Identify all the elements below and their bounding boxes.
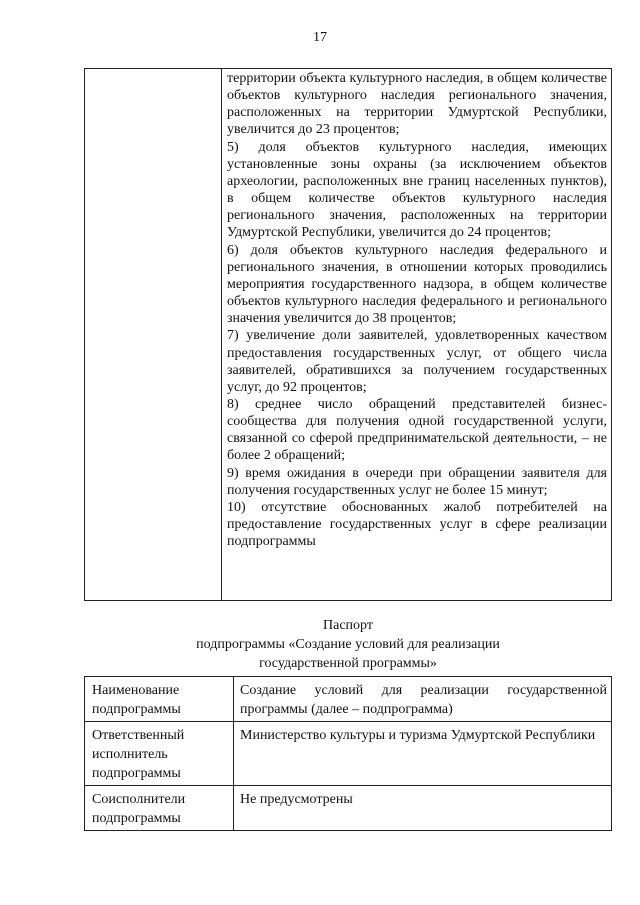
indicators-table [84, 68, 612, 601]
indicators-value-cell [222, 69, 612, 601]
indicators-label-cell [85, 69, 222, 601]
row-value: Не предусмотрены [234, 786, 612, 831]
row-value: Создание условий для реализации государственной программы (далее – подпрограмма) [234, 677, 612, 722]
table-row [85, 677, 612, 722]
table-row [85, 69, 612, 601]
passport-title: Паспорт [323, 618, 373, 633]
page-number: 17 [313, 30, 327, 45]
indicator-paragraph: 10) отсутствие обоснованных жалоб потребителей на предоставление государственных услуг в сфере реализации подпрограммы [227, 499, 607, 550]
indicator-paragraph: территории объекта культурного наследия, в общем количестве объектов культурного наследия регионального значения, расположенных на территории Удмуртской Республики, увеличится до 23 процентов; [227, 71, 607, 138]
indicator-paragraph: 8) среднее число обращений представителей бизнес-сообщества для получения одной государственной услуги, связанной со сферой предпринимательской деятельности, – не более 2 обращений; [227, 396, 607, 464]
indicator-paragraph: 5) доля объектов культурного наследия, имеющих установленные зоны охраны (за исключением объектов археологии, расположенных вне границ населенных пунктов), в общем количестве объектов культурного наследия регионального значения, расположенных на территории Удмуртской Республики, увеличится до 24 процентов; [227, 139, 607, 241]
indicator-paragraph: 7) увеличение доли заявителей, удовлетворенных качеством предоставления государственных услуг, от общего числа заявителей, обратившихся за получением государственных услуг, до 92 процентов; [227, 328, 607, 395]
row-label: Ответственный исполнитель подпрограммы [85, 722, 234, 786]
row-label: Соисполнители подпрограммы [85, 786, 234, 831]
indicator-paragraph: 6) доля объектов культурного наследия федерального и регионального значения, в отношении которых проводились мероприятия государственного надзора, в общем количестве объектов культурного наследия федерального и регионального значения увеличится до 38 процентов; [227, 242, 607, 327]
table-row [85, 786, 612, 831]
passport-heading [84, 616, 612, 673]
row-value: Министерство культуры и туризма Удмуртской Республики [234, 722, 612, 786]
passport-subtitle-line: подпрограммы «Создание условий для реализации [196, 637, 500, 652]
table-row [85, 722, 612, 786]
passport-subtitle-line: государственной программы» [259, 656, 437, 671]
indicator-paragraph: 9) время ожидания в очереди при обращении заявителя для получения государственных услуг не более 15 минут; [227, 465, 607, 498]
passport-table [84, 676, 612, 831]
row-label: Наименование подпрограммы [85, 677, 234, 722]
